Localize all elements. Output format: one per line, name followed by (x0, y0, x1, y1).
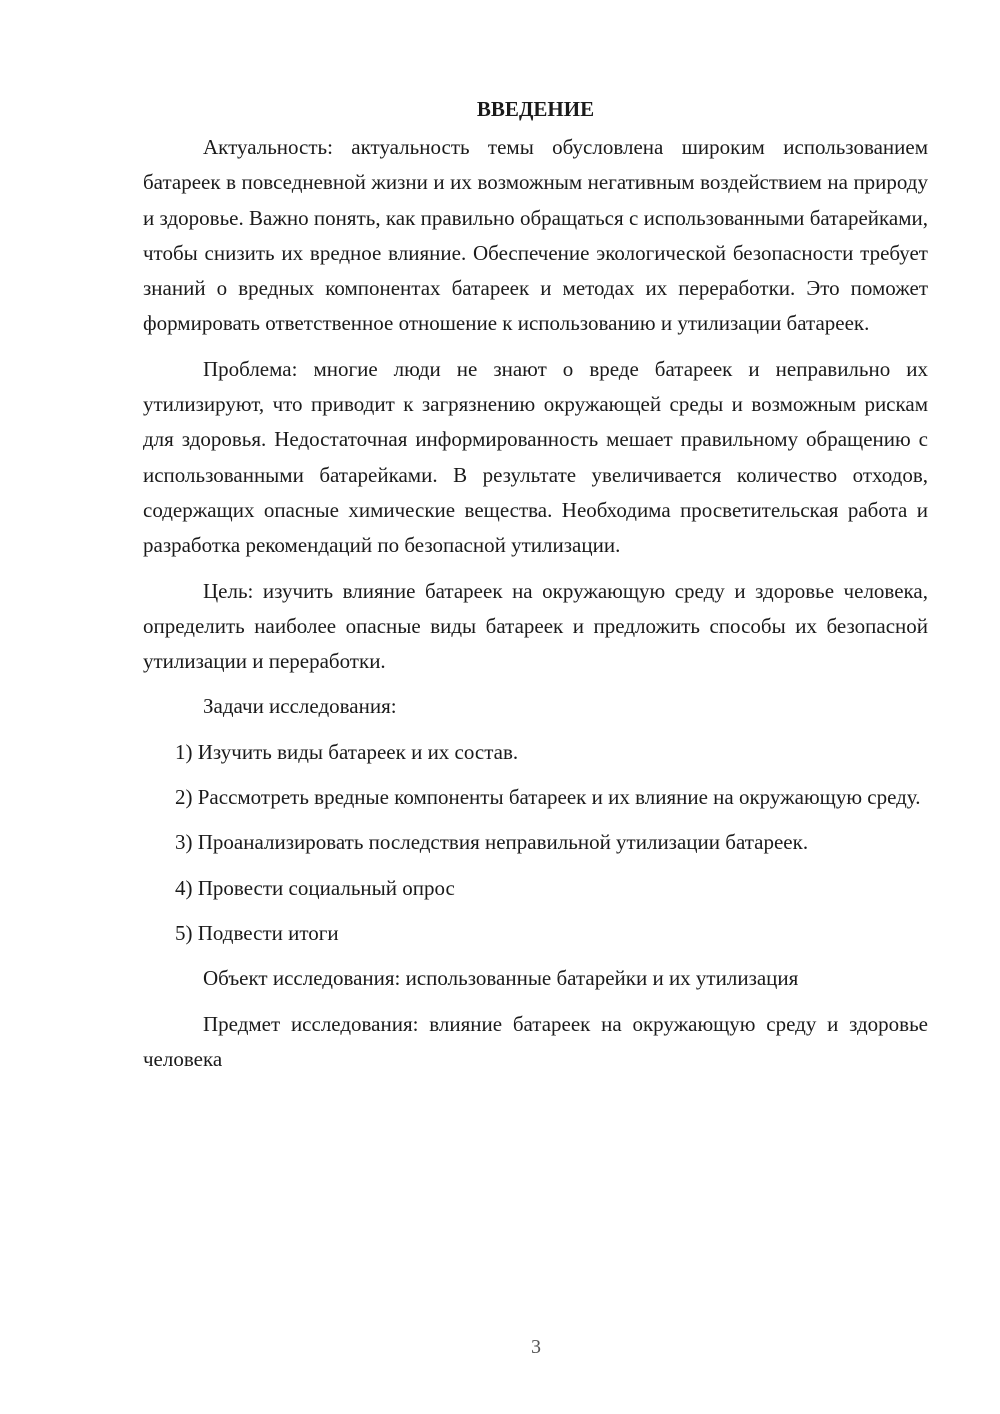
task-item: 3) Проанализировать последствия неправильной утилизации батареек. (175, 830, 809, 855)
page-content (143, 92, 928, 1087)
object-paragraph: Объект исследования: использованные батарейки и их утилизация (203, 966, 799, 991)
task-item: 4) Провести социальный опрос (175, 875, 455, 900)
problem-paragraph: Проблема: многие люди не знают о вреде батареек и неправильно их утилизируют, что приводит к загрязнению окружающей среды и возможным рискам для здоровья. Недостаточная информированность мешает правильному обращению с использованными батарейками. В результате увеличивается количество отходов, содержащих опасные химические вещества. Необходима просветительская работа и разработка рекомендаций по безопасной утилизации. (143, 356, 928, 558)
page-number: 3 (531, 1336, 541, 1358)
goal-paragraph: Цель: изучить влияние батареек на окружающую среду и здоровье человека, определить наиболее опасные виды батареек и предложить способы их безопасной утилизации и переработки. (143, 578, 928, 674)
task-item: 5) Подвести итоги (175, 920, 339, 945)
relevance-paragraph: Актуальность: актуальность темы обусловлена широким использованием батареек в повседневной жизни и их возможным негативным воздействием на природу и здоровье. Важно понять, как правильно обращаться с использованными батарейками, чтобы снизить их вредное влияние. Обеспечение экологической безопасности требует знаний о вредных компонентах батареек и методах их переработки. Это поможет формировать ответственное отношение к использованию и утилизации батареек. (143, 135, 928, 336)
page-title: ВВЕДЕНИЕ (476, 97, 595, 121)
subject-paragraph: Предмет исследования: влияние батареек на окружающую среду и здоровье человека (143, 1011, 928, 1071)
task-item: 1) Изучить виды батареек и их состав. (175, 739, 519, 764)
tasks-heading: Задачи исследования: (203, 694, 397, 719)
task-item: 2) Рассмотреть вредные компоненты батареек и их влияние на окружающую среду. (175, 785, 921, 810)
